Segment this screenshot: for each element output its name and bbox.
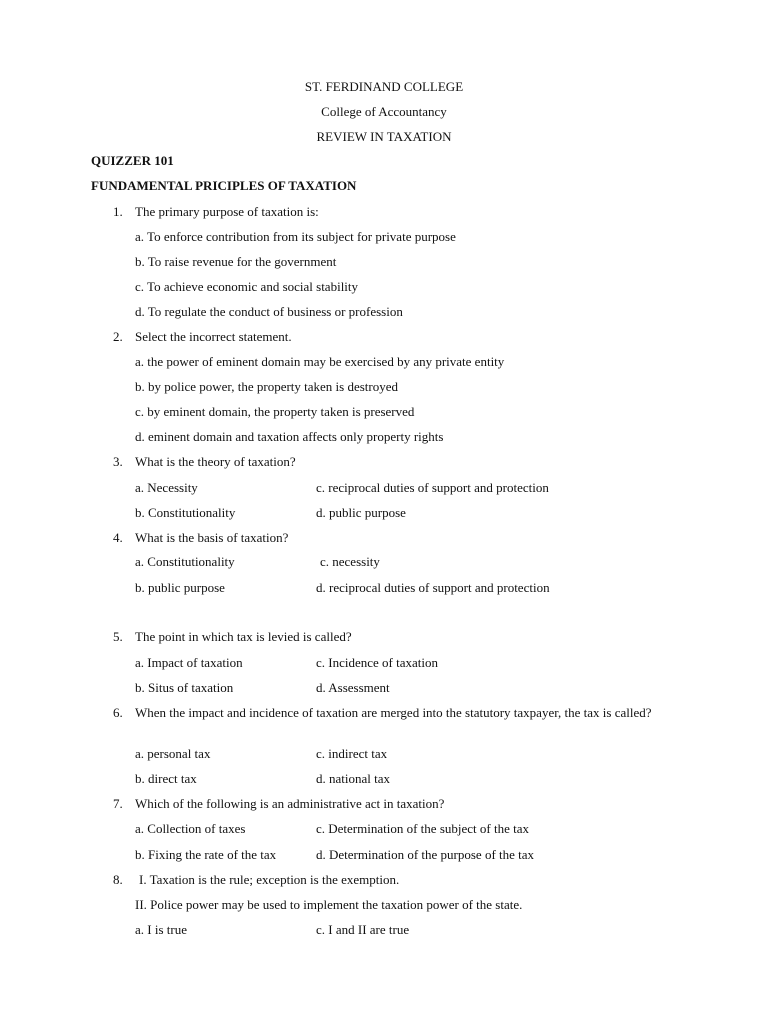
option: c. by eminent domain, the property taken is preserved (135, 404, 415, 419)
quiz-title: QUIZZER 101 (91, 153, 174, 168)
option: b. Constitutionality (135, 505, 236, 520)
college-name: College of Accountancy (321, 104, 447, 119)
question-text: The point in which tax is levied is called? (135, 629, 352, 644)
question-text: Select the incorrect statement. (135, 329, 292, 344)
option: a. the power of eminent domain may be exercised by any private entity (135, 354, 505, 369)
option: c. Determination of the subject of the tax (316, 821, 529, 836)
option: c. To achieve economic and social stability (135, 279, 359, 294)
option: b. by police power, the property taken is destroyed (135, 379, 399, 394)
option: a. personal tax (135, 746, 211, 761)
section-title: FUNDAMENTAL PRICIPLES OF TAXATION (91, 178, 357, 193)
question-number: 3. (113, 454, 123, 469)
option: b. To raise revenue for the government (135, 254, 337, 269)
option: d. Assessment (316, 680, 390, 695)
option: a. To enforce contribution from its subject for private purpose (135, 229, 456, 244)
option: a. Collection of taxes (135, 821, 246, 836)
option: d. To regulate the conduct of business or profession (135, 304, 403, 319)
course-title: REVIEW IN TAXATION (316, 129, 452, 144)
option: d. Determination of the purpose of the tax (316, 847, 535, 862)
question-text: When the impact and incidence of taxation are merged into the statutory taxpayer, the tax is called? (135, 705, 652, 720)
question-text: What is the theory of taxation? (135, 454, 296, 469)
option: b. Situs of taxation (135, 680, 234, 695)
option: b. Fixing the rate of the tax (135, 847, 277, 862)
option: c. necessity (320, 554, 380, 569)
option: c. Incidence of taxation (316, 655, 438, 670)
option: d. public purpose (316, 505, 406, 520)
question-number: 4. (113, 530, 123, 545)
option: a. Necessity (135, 480, 198, 495)
option: b. public purpose (135, 580, 225, 595)
question-text: The primary purpose of taxation is: (135, 204, 319, 219)
question-number: 2. (113, 329, 123, 344)
option: a. Constitutionality (135, 554, 235, 569)
option: a. Impact of taxation (135, 655, 243, 670)
question-number: 6. (113, 705, 123, 720)
question-text: Which of the following is an administrative act in taxation? (135, 796, 445, 811)
option: c. reciprocal duties of support and protection (316, 480, 549, 495)
option: c. indirect tax (316, 746, 388, 761)
option: d. national tax (316, 771, 391, 786)
option: d. eminent domain and taxation affects only property rights (135, 429, 444, 444)
option: b. direct tax (135, 771, 197, 786)
option: a. I is true (135, 922, 187, 937)
question-text-2: II. Police power may be used to implement the taxation power of the state. (135, 897, 523, 912)
question-text: I. Taxation is the rule; exception is the exemption. (139, 872, 400, 887)
question-number: 1. (113, 204, 123, 219)
school-name: ST. FERDINAND COLLEGE (304, 79, 464, 94)
option: c. I and II are true (316, 922, 410, 937)
option: d. reciprocal duties of support and protection (316, 580, 550, 595)
question-number: 5. (113, 629, 123, 644)
question-number: 7. (113, 796, 123, 811)
question-text: What is the basis of taxation? (135, 530, 289, 545)
question-number: 8. (113, 872, 123, 887)
